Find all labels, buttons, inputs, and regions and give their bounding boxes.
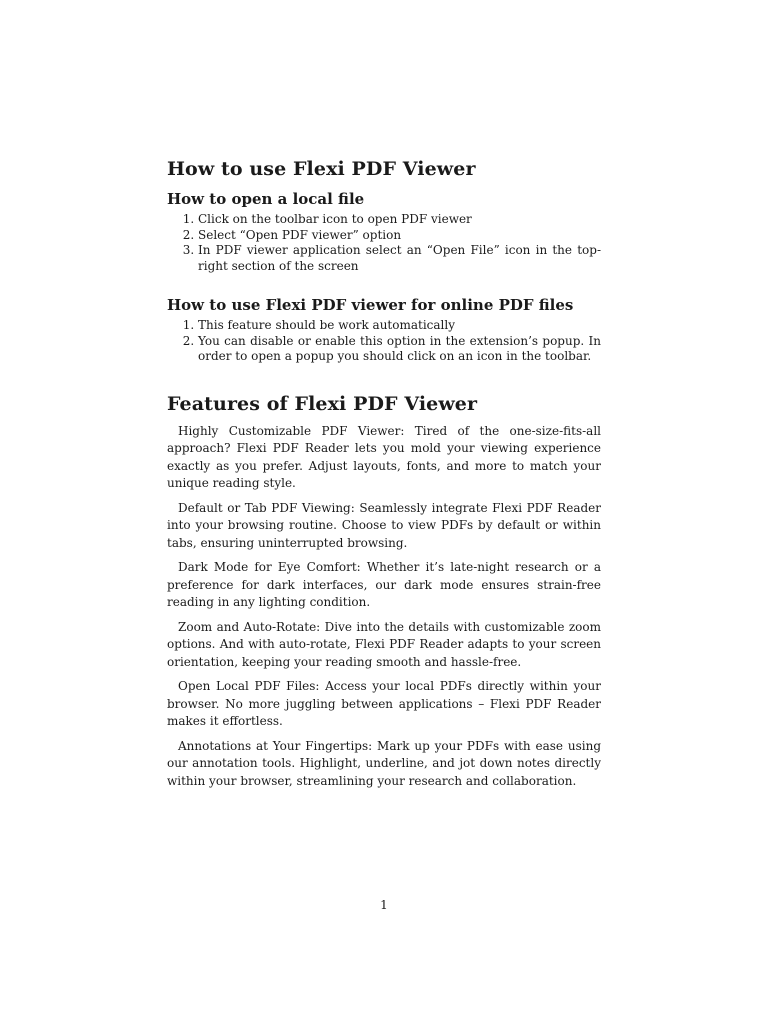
feature-paragraph: Highly Customizable PDF Viewer: Tired of the one-size-fits-all approach? Flexi PDF Reader lets you mold your viewing experience exactly as you prefer. Adjust layouts, fonts, and more to match your unique reading style. <box>167 423 601 490</box>
feature-paragraph: Dark Mode for Eye Comfort: Whether it’s late-night research or a preference for dark interfaces, our dark mode ensures strain-free reading in any lighting condition. <box>167 560 601 609</box>
page-number: 1 <box>380 898 388 912</box>
section-title-usage: How to use Flexi PDF Viewer <box>167 158 476 180</box>
list-item: 1. This feature should be work automatically <box>198 318 601 334</box>
feature-paragraph: Zoom and Auto-Rotate: Dive into the details with customizable zoom options. And with auto-rotate, Flexi PDF Reader adapts to your screen orientation, keeping your reading smooth and hassle-free. <box>167 619 601 669</box>
feature-paragraph: Default or Tab PDF Viewing: Seamlessly integrate Flexi PDF Reader into your browsing routine. Choose to view PDFs by default or within tabs, ensuring uninterrupted browsing. <box>167 500 601 550</box>
local-file-steps-list <box>167 212 601 274</box>
list-item: 2. You can disable or enable this option in the extension’s popup. In order to open a popup you should click on an icon in the toolbar. <box>198 334 601 365</box>
online-files-steps-list <box>167 318 601 365</box>
list-item: 3. In PDF viewer application select an “Open File” icon in the top-right section of the screen <box>198 243 601 274</box>
list-item: 1. Click on the toolbar icon to open PDF viewer <box>198 212 601 228</box>
subsection-heading-online-files: How to use Flexi PDF viewer for online PDF files <box>167 296 574 314</box>
subsection-heading-local-file: How to open a local file <box>167 190 365 208</box>
section-title-features: Features of Flexi PDF Viewer <box>167 392 478 415</box>
feature-paragraph: Annotations at Your Fingertips: Mark up your PDFs with ease using our annotation tools. Highlight, underline, and jot down notes directly within your browser, streamlining your research and collaboration. <box>167 738 601 788</box>
list-item: 2. Select “Open PDF viewer” option <box>198 228 601 244</box>
document-page <box>167 150 601 797</box>
feature-paragraph: Open Local PDF Files: Access your local PDFs directly within your browser. No more juggling between applications – Flexi PDF Reader makes it effortless. <box>167 679 601 728</box>
